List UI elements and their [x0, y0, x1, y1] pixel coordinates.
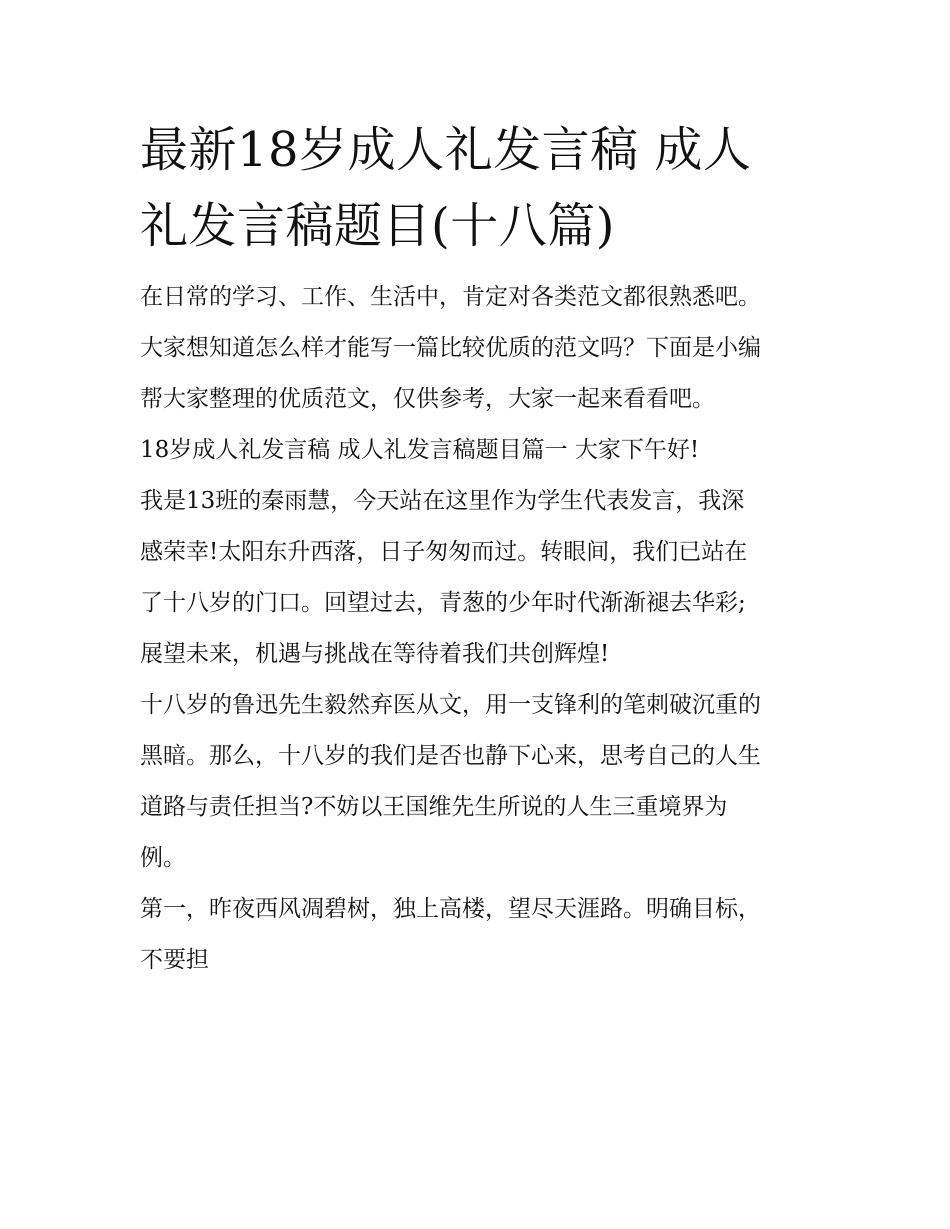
paragraph-line: 帮大家整理的优质范文，仅供参考，大家一起来看看吧。	[140, 386, 715, 412]
paragraph-line: 我是13班的秦雨慧，今天站在这里作为学生代表发言，我深	[140, 488, 745, 514]
document-body	[140, 272, 820, 986]
paragraph-line: 十八岁的鲁迅先生毅然弃医从文，用一支锋利的笔刺破沉重的	[140, 692, 761, 718]
paragraph-intro	[140, 272, 820, 425]
paragraph-line: 感荣幸!太阳东升西落，日子匆匆而过。转眼间，我们已站在	[140, 539, 748, 565]
paragraph-first-realm	[140, 884, 820, 986]
paragraph-line: 了十八岁的门口。回望过去，青葱的少年时代渐渐褪去华彩;	[140, 590, 746, 616]
paragraph-line: 18岁成人礼发言稿 成人礼发言稿题目篇一 大家下午好!	[140, 437, 700, 463]
paragraph-line: 展望未来，机遇与挑战在等待着我们共创辉煌!	[140, 641, 610, 667]
paragraph-line: 第一，昨夜西风凋碧树，独上高楼，望尽天涯路。明确目标，	[140, 896, 761, 922]
document-content	[140, 112, 820, 986]
paragraph-line: 在日常的学习、工作、生活中，肯定对各类范文都很熟悉吧。	[140, 284, 761, 310]
paragraph-section-heading	[140, 425, 820, 476]
paragraph-line: 道路与责任担当?不妨以王国维先生所说的人生三重境界为	[140, 794, 728, 820]
title-line-1: 最新18岁成人礼发言稿 成人	[140, 122, 752, 178]
title-line-2: 礼发言稿题目(十八篇)	[140, 198, 615, 254]
paragraph-speaker-intro	[140, 476, 820, 680]
paragraph-line: 例。	[140, 845, 186, 871]
paragraph-line: 黑暗。那么，十八岁的我们是否也静下心来，思考自己的人生	[140, 743, 761, 769]
paragraph-line: 大家想知道怎么样才能写一篇比较优质的范文吗？下面是小编	[140, 335, 761, 361]
paragraph-luxun	[140, 680, 820, 884]
paragraph-line: 不要担	[140, 947, 209, 973]
document-title	[140, 112, 820, 264]
